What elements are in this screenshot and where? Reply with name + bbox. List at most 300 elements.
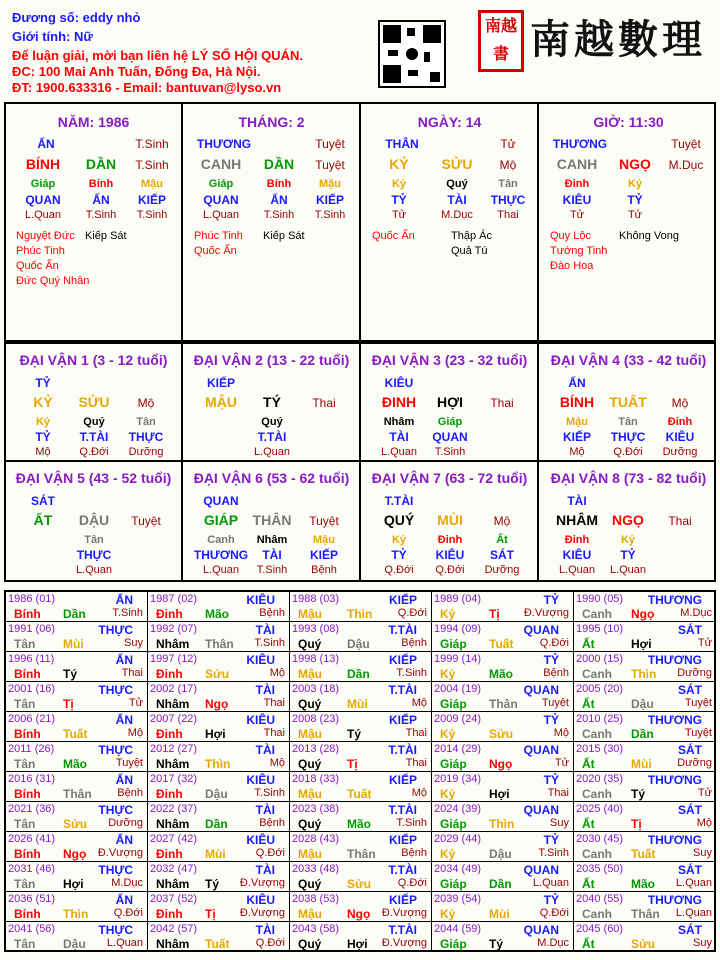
dai-van-2 xyxy=(184,344,361,460)
dai-van-hidden-sao: T.TÀI xyxy=(257,430,287,444)
year-label: 2044 (59) xyxy=(434,923,482,935)
year-truong-sinh: T.Sinh xyxy=(396,817,427,829)
year-chi: Dậu xyxy=(63,937,86,951)
year-cell xyxy=(6,772,148,802)
star-right: Thập Ác xyxy=(451,230,492,242)
year-truong-sinh: Đ.Vượng xyxy=(381,907,427,919)
year-can: Kỷ xyxy=(440,667,456,681)
year-can: Tân xyxy=(14,757,36,771)
year-sao: KIẾP xyxy=(388,653,417,667)
address-line: ĐC: 100 Mai Anh Tuấn, Đống Đa, Hà Nội. xyxy=(12,64,261,79)
hidden-ts: L.Quan xyxy=(202,209,240,221)
year-can: Nhâm xyxy=(156,877,190,891)
gender: Giới tính: Nữ xyxy=(12,29,93,44)
year-truong-sinh: Đ.Vượng xyxy=(381,937,427,949)
dai-van-title: ĐẠI VẬN 5 (43 - 52 tuổi) xyxy=(15,470,172,486)
year-cell xyxy=(574,802,716,832)
year-chi: Tị xyxy=(347,757,358,771)
year-label: 1994 (09) xyxy=(434,623,482,635)
year-chi: Hợi xyxy=(489,787,510,801)
year-truong-sinh: Tử xyxy=(554,757,569,769)
hidden-can: Mậu xyxy=(319,178,341,190)
hidden-sao: TÀI xyxy=(447,193,467,207)
year-can: Bính xyxy=(14,727,41,741)
dai-van-hidden-ts: Mộ xyxy=(569,446,585,458)
year-label: 2024 (39) xyxy=(434,803,482,815)
year-cell xyxy=(148,772,290,802)
dai-van-row-2 xyxy=(4,460,716,582)
dai-van-hidden-sao: T.TÀI xyxy=(79,430,109,444)
year-truong-sinh: Dưỡng xyxy=(677,667,712,679)
year-cell xyxy=(290,592,432,622)
hidden-can: Giáp xyxy=(30,178,56,190)
dai-van-can: GIÁP xyxy=(203,512,239,528)
year-chi: Dậu xyxy=(489,847,512,861)
star-left: Phúc Tinh xyxy=(194,230,243,242)
year-chi: Dần xyxy=(347,667,370,681)
year-truong-sinh: Mộ xyxy=(411,787,427,799)
year-label: 2008 (23) xyxy=(292,713,340,725)
year-truong-sinh: Q.Đới xyxy=(255,847,285,859)
star-left: Quốc Ấn xyxy=(372,230,415,242)
dai-van-hidden-can: Đinh xyxy=(437,534,463,546)
year-truong-sinh: Q.Đới xyxy=(539,637,569,649)
dai-van-chi: NGỌ xyxy=(612,512,644,528)
year-cell xyxy=(148,712,290,742)
pillar-chi: DẦN xyxy=(263,156,295,172)
year-chi: Thìn xyxy=(489,817,515,831)
year-can: Mậu xyxy=(298,847,322,861)
year-cell xyxy=(574,652,716,682)
dai-van-hidden-ts: Mộ xyxy=(35,446,51,458)
dai-van-hidden-can: Kỷ xyxy=(620,534,636,546)
year-chi: Tị xyxy=(631,817,642,831)
year-truong-sinh: Thai xyxy=(405,727,427,739)
year-can: Kỷ xyxy=(440,907,456,921)
dai-van-hidden-ts: Q.Đới xyxy=(613,446,643,458)
year-can: Giáp xyxy=(440,757,467,771)
year-can: Đinh xyxy=(156,907,183,921)
dai-van-title: ĐẠI VẬN 2 (13 - 22 tuổi) xyxy=(193,352,350,368)
dai-van-can: MẬU xyxy=(205,394,237,410)
year-truong-sinh: M.Dục xyxy=(537,937,569,949)
year-can: Đinh xyxy=(156,847,183,861)
year-chi: Sửu xyxy=(63,817,88,831)
dai-van-hidden-sao: TỶ xyxy=(35,430,51,444)
year-chi: Thân xyxy=(347,847,376,861)
year-truong-sinh: M.Dục xyxy=(111,877,143,889)
year-truong-sinh: Bệnh xyxy=(543,667,569,679)
year-can: Canh xyxy=(582,727,612,741)
hidden-sao: KIẾP xyxy=(137,193,167,207)
hidden-sao: KIÊU xyxy=(562,193,592,207)
year-cell xyxy=(6,832,148,862)
star-left: Tướng Tinh xyxy=(550,245,608,257)
year-sao: KIẾP xyxy=(388,773,417,787)
year-truong-sinh: T.Sinh xyxy=(254,637,285,649)
hidden-ts: M.Dục xyxy=(441,209,473,221)
year-cell xyxy=(148,742,290,772)
year-chi: Ngọ xyxy=(347,907,371,921)
year-sao: TÀI xyxy=(255,743,275,757)
dai-van-5 xyxy=(6,462,183,580)
year-label: 2036 (51) xyxy=(8,893,56,905)
year-chi: Mão xyxy=(63,757,87,771)
year-chi: Thân xyxy=(63,787,92,801)
year-truong-sinh: T.Sinh xyxy=(254,787,285,799)
dai-van-chi: MÙI xyxy=(437,512,463,528)
year-sao: KIÊU xyxy=(246,593,275,607)
star-left: Nguyệt Đức xyxy=(16,230,75,242)
dai-van-ts: Mộ xyxy=(137,396,155,410)
year-cell xyxy=(432,862,574,892)
year-chi: Tị xyxy=(63,697,74,711)
dai-van-hidden-can: Ất xyxy=(496,534,508,546)
year-chi: Thìn xyxy=(63,907,89,921)
dai-van-hidden-ts: L.Quan xyxy=(202,564,240,576)
year-cell xyxy=(574,712,716,742)
year-sao: THƯƠNG xyxy=(647,833,702,847)
dai-van-hidden-ts: L.Quan xyxy=(380,446,418,458)
year-cell xyxy=(290,652,432,682)
year-sao: TỶ xyxy=(543,593,559,607)
dai-van-hidden-can: Tân xyxy=(618,416,638,428)
pillar-title: NĂM: 1986 xyxy=(57,114,130,130)
year-label: 2021 (36) xyxy=(8,803,56,815)
owner-name: Đương số: eddy nhỏ xyxy=(12,10,141,25)
year-chi: Dậu xyxy=(347,637,370,651)
year-cell xyxy=(432,622,574,652)
year-label: 2022 (37) xyxy=(150,803,198,815)
pillar-ts-top: T.Sinh xyxy=(135,137,169,151)
year-sao: KIẾP xyxy=(388,893,417,907)
year-sao: KIÊU xyxy=(246,893,275,907)
hidden-ts: Tử xyxy=(627,209,643,221)
year-can: Mậu xyxy=(298,607,322,621)
year-sao: THỰC xyxy=(98,683,133,697)
pillar-can: CANH xyxy=(200,156,242,172)
year-label: 2017 (32) xyxy=(150,773,198,785)
star-left: Đức Quý Nhân xyxy=(16,275,90,287)
dai-van-hidden-sao: QUAN xyxy=(432,430,468,444)
year-sao: KIẾP xyxy=(388,713,417,727)
year-chi: Hợi xyxy=(205,727,226,741)
star-right: Không Vong xyxy=(619,230,679,242)
year-sao: QUAN xyxy=(523,863,559,877)
year-can: Mậu xyxy=(298,727,322,741)
year-cell xyxy=(6,742,148,772)
dai-van-6 xyxy=(184,462,361,580)
year-chi: Hợi xyxy=(631,637,652,651)
year-chi: Tuất xyxy=(489,637,514,651)
year-can: Ất xyxy=(582,757,595,771)
pillar-ts-top: Tử xyxy=(500,137,516,151)
year-sao: QUAN xyxy=(523,923,559,937)
year-can: Tân xyxy=(14,637,36,651)
dai-van-hidden-ts: Q.Đới xyxy=(435,564,465,576)
dai-van-hidden-can: Tân xyxy=(84,534,104,546)
year-sao: TỶ xyxy=(543,713,559,727)
year-can: Canh xyxy=(582,787,612,801)
year-sao: QUAN xyxy=(523,683,559,697)
year-can: Ất xyxy=(582,877,595,891)
year-label: 2038 (53) xyxy=(292,893,340,905)
year-sao: KIẾP xyxy=(388,593,417,607)
year-cell xyxy=(6,802,148,832)
year-label: 1986 (01) xyxy=(8,593,56,605)
pillar-ts-mid: Tuyệt xyxy=(315,158,345,172)
year-truong-sinh: Thai xyxy=(263,727,285,739)
year-cell xyxy=(6,922,148,952)
year-label: 2006 (21) xyxy=(8,713,56,725)
dai-van-title: ĐẠI VẬN 1 (3 - 12 tuổi) xyxy=(19,352,168,368)
year-truong-sinh: M.Dục xyxy=(680,607,712,619)
year-label: 2019 (34) xyxy=(434,773,482,785)
year-can: Giáp xyxy=(440,817,467,831)
year-truong-sinh: L.Quan xyxy=(675,907,712,919)
year-cell xyxy=(148,922,290,952)
year-label: 1996 (11) xyxy=(8,653,55,665)
year-sao: THỰC xyxy=(98,803,133,817)
year-can: Đinh xyxy=(156,727,183,741)
year-chi: Sửu xyxy=(205,667,230,681)
year-cell xyxy=(432,832,574,862)
year-chi: Dần xyxy=(205,817,228,831)
year-can: Nhâm xyxy=(156,757,190,771)
year-can: Kỷ xyxy=(440,607,456,621)
year-chi: Dậu xyxy=(205,787,228,801)
year-truong-sinh: Thai xyxy=(547,787,569,799)
year-label: 2039 (54) xyxy=(434,893,482,905)
year-sao: THƯƠNG xyxy=(647,713,702,727)
year-cell xyxy=(432,652,574,682)
year-truong-sinh: Bệnh xyxy=(401,847,427,859)
year-sao: QUAN xyxy=(523,623,559,637)
year-sao: KIÊU xyxy=(246,773,275,787)
star-right: Kiếp Sát xyxy=(85,230,127,242)
year-cell xyxy=(432,922,574,952)
dai-van-can: BÍNH xyxy=(559,394,595,410)
dai-van-hidden-ts: L.Quan xyxy=(609,564,647,576)
year-truong-sinh: Bệnh xyxy=(259,607,285,619)
year-chi: Tị xyxy=(489,607,500,621)
hidden-can: Bính xyxy=(88,178,114,190)
year-truong-sinh: Suy xyxy=(550,817,569,829)
year-cell xyxy=(148,592,290,622)
year-label: 2040 (55) xyxy=(576,893,624,905)
year-can: Kỷ xyxy=(440,727,456,741)
pillar-sao: THƯƠNG xyxy=(552,137,608,151)
year-truong-sinh: Tuyệt xyxy=(684,727,712,739)
hidden-can: Bính xyxy=(266,178,292,190)
year-label: 1991 (06) xyxy=(8,623,56,635)
dai-van-1 xyxy=(6,344,183,460)
dai-van-sao: T.TÀI xyxy=(384,494,414,508)
year-label: 1989 (04) xyxy=(434,593,482,605)
year-sao: SÁT xyxy=(678,743,702,757)
dai-van-hidden-can: Mậu xyxy=(313,534,335,546)
year-truong-sinh: Tử xyxy=(128,697,143,709)
year-chi: Tuất xyxy=(631,847,656,861)
year-truong-sinh: Bệnh xyxy=(117,787,143,799)
year-label: 2028 (43) xyxy=(292,833,340,845)
year-label: 1992 (07) xyxy=(150,623,198,635)
year-truong-sinh: Dưỡng xyxy=(677,757,712,769)
year-label: 2023 (38) xyxy=(292,803,340,815)
year-truong-sinh: Tuyệt xyxy=(115,757,143,769)
hidden-ts: T.Sinh xyxy=(263,209,295,221)
year-truong-sinh: Suy xyxy=(124,637,143,649)
hidden-ts: Tử xyxy=(569,209,585,221)
year-chi: Thìn xyxy=(205,757,231,771)
year-chi: Hợi xyxy=(347,937,368,951)
dai-van-sao: QUAN xyxy=(203,494,239,508)
year-cell xyxy=(148,652,290,682)
year-cell xyxy=(574,862,716,892)
year-can: Đinh xyxy=(156,607,183,621)
year-label: 2045 (60) xyxy=(576,923,624,935)
pillar-ts-top: Tuyệt xyxy=(315,137,345,151)
dai-van-title: ĐẠI VẬN 7 (63 - 72 tuổi) xyxy=(371,470,528,486)
dai-van-chi: TUẤT xyxy=(609,394,647,410)
year-sao: T.TÀI xyxy=(388,623,417,637)
pillar-can: CANH xyxy=(556,156,598,172)
dai-van-sao: KIÊU xyxy=(384,376,414,390)
year-sao: TỶ xyxy=(543,773,559,787)
hidden-ts: Tử xyxy=(391,209,407,221)
year-label: 2041 (56) xyxy=(8,923,56,935)
year-truong-sinh: Suy xyxy=(693,847,712,859)
year-truong-sinh: Tuyệt xyxy=(541,697,569,709)
year-truong-sinh: Dưỡng xyxy=(108,817,143,829)
year-sao: ẤN xyxy=(115,713,133,727)
year-sao: SÁT xyxy=(678,623,702,637)
year-sao: KIÊU xyxy=(246,713,275,727)
year-sao: T.TÀI xyxy=(388,803,417,817)
dai-van-ts: Thai xyxy=(490,396,514,410)
dai-van-hidden-ts: Q.Đới xyxy=(79,446,109,458)
year-sao: ẤN xyxy=(115,833,133,847)
pillar-chi: NGỌ xyxy=(619,156,651,172)
dai-van-title: ĐẠI VẬN 3 (23 - 32 tuổi) xyxy=(371,352,528,368)
year-chi: Ngọ xyxy=(63,847,87,861)
year-label: 2000 (15) xyxy=(576,653,624,665)
year-can: Nhâm xyxy=(156,637,190,651)
year-sao: T.TÀI xyxy=(388,923,417,937)
year-sao: T.TÀI xyxy=(388,743,417,757)
year-can: Ất xyxy=(582,637,595,651)
pillar-sao: THÂN xyxy=(385,137,419,151)
year-cell xyxy=(290,862,432,892)
dai-van-hidden-ts: L.Quan xyxy=(75,564,113,576)
dai-van-can: NHÂM xyxy=(556,512,598,528)
year-cell xyxy=(148,892,290,922)
year-can: Ất xyxy=(582,697,595,711)
hidden-sao: ẤN xyxy=(92,193,110,207)
year-sao: THƯƠNG xyxy=(647,773,702,787)
year-can: Giáp xyxy=(440,877,467,891)
dai-van-chi: HỢI xyxy=(437,394,463,410)
year-chi: Mùi xyxy=(489,907,510,921)
year-can: Nhâm xyxy=(156,697,190,711)
year-cell xyxy=(148,862,290,892)
dai-van-hidden-ts: Bệnh xyxy=(311,564,337,576)
year-cell xyxy=(574,772,716,802)
year-label: 2013 (28) xyxy=(292,743,340,755)
year-sao: SÁT xyxy=(678,863,702,877)
year-chi: Tuất xyxy=(205,937,230,951)
contact-line: Để luận giải, mời bạn liên hệ LÝ SỐ HỘI QUÁN. xyxy=(12,48,303,63)
star-left: Đào Hoa xyxy=(550,260,594,272)
year-chi: Tý xyxy=(347,727,362,741)
year-truong-sinh: Q.Đới xyxy=(397,607,427,619)
dai-van-hidden-sao: THƯƠNG xyxy=(193,548,249,562)
dai-van-title: ĐẠI VẬN 6 (53 - 62 tuổi) xyxy=(193,470,350,486)
year-label: 2025 (40) xyxy=(576,803,624,815)
year-label: 1998 (13) xyxy=(292,653,340,665)
dai-van-chi: TÝ xyxy=(263,394,281,410)
year-cell xyxy=(574,622,716,652)
pillar-ts-mid: M.Dục xyxy=(668,158,704,172)
year-truong-sinh: Bệnh xyxy=(259,817,285,829)
year-sao: TÀI xyxy=(255,803,275,817)
year-chi: Mùi xyxy=(63,637,84,651)
year-cell xyxy=(432,592,574,622)
hidden-sao: THỰC xyxy=(490,193,526,207)
hidden-can: Kỷ xyxy=(627,178,643,190)
dai-van-hidden-sao: TỶ xyxy=(620,548,636,562)
dai-van-hidden-sao: THỰC xyxy=(128,430,164,444)
year-chi: Dần xyxy=(63,607,86,621)
year-sao: KIẾP xyxy=(388,833,417,847)
dai-van-hidden-ts: Dưỡng xyxy=(484,564,520,576)
dai-van-hidden-sao: KIÊU xyxy=(665,430,695,444)
year-can: Kỷ xyxy=(440,787,456,801)
year-can: Mậu xyxy=(298,787,322,801)
dai-van-sao: TỶ xyxy=(35,376,51,390)
year-cell xyxy=(432,712,574,742)
year-can: Quý xyxy=(298,877,322,891)
dai-van-hidden-can: Kỷ xyxy=(35,416,51,428)
year-cell xyxy=(290,772,432,802)
year-truong-sinh: Đ.Vượng xyxy=(97,847,143,859)
dai-van-hidden-can: Đinh xyxy=(667,416,693,428)
dai-van-sao: KIẾP xyxy=(206,376,236,390)
year-cell xyxy=(290,802,432,832)
phone-email-line: ĐT: 1900.633316 - Email: bantuvan@lyso.vn xyxy=(12,80,282,95)
year-truong-sinh: Mộ xyxy=(127,727,143,739)
year-can: Quý xyxy=(298,937,322,951)
year-can: Ất xyxy=(582,817,595,831)
year-truong-sinh: Mộ xyxy=(269,757,285,769)
dai-van-hidden-can: Giáp xyxy=(437,416,463,428)
year-cell xyxy=(6,622,148,652)
year-chi: Hợi xyxy=(63,877,84,891)
year-can: Kỷ xyxy=(440,847,456,861)
dai-van-hidden-can: Kỷ xyxy=(391,534,407,546)
year-sao: TỶ xyxy=(543,833,559,847)
year-can: Nhâm xyxy=(156,817,190,831)
year-cell xyxy=(574,892,716,922)
year-label: 2033 (48) xyxy=(292,863,340,875)
year-chi: Mão xyxy=(489,667,513,681)
year-label: 2037 (52) xyxy=(150,893,198,905)
year-sao: SÁT xyxy=(678,803,702,817)
dai-van-hidden-sao: KIÊU xyxy=(562,548,592,562)
year-chi: Mùi xyxy=(347,697,368,711)
star-left: Quốc Ấn xyxy=(194,245,237,257)
year-sao: TÀI xyxy=(255,863,275,877)
